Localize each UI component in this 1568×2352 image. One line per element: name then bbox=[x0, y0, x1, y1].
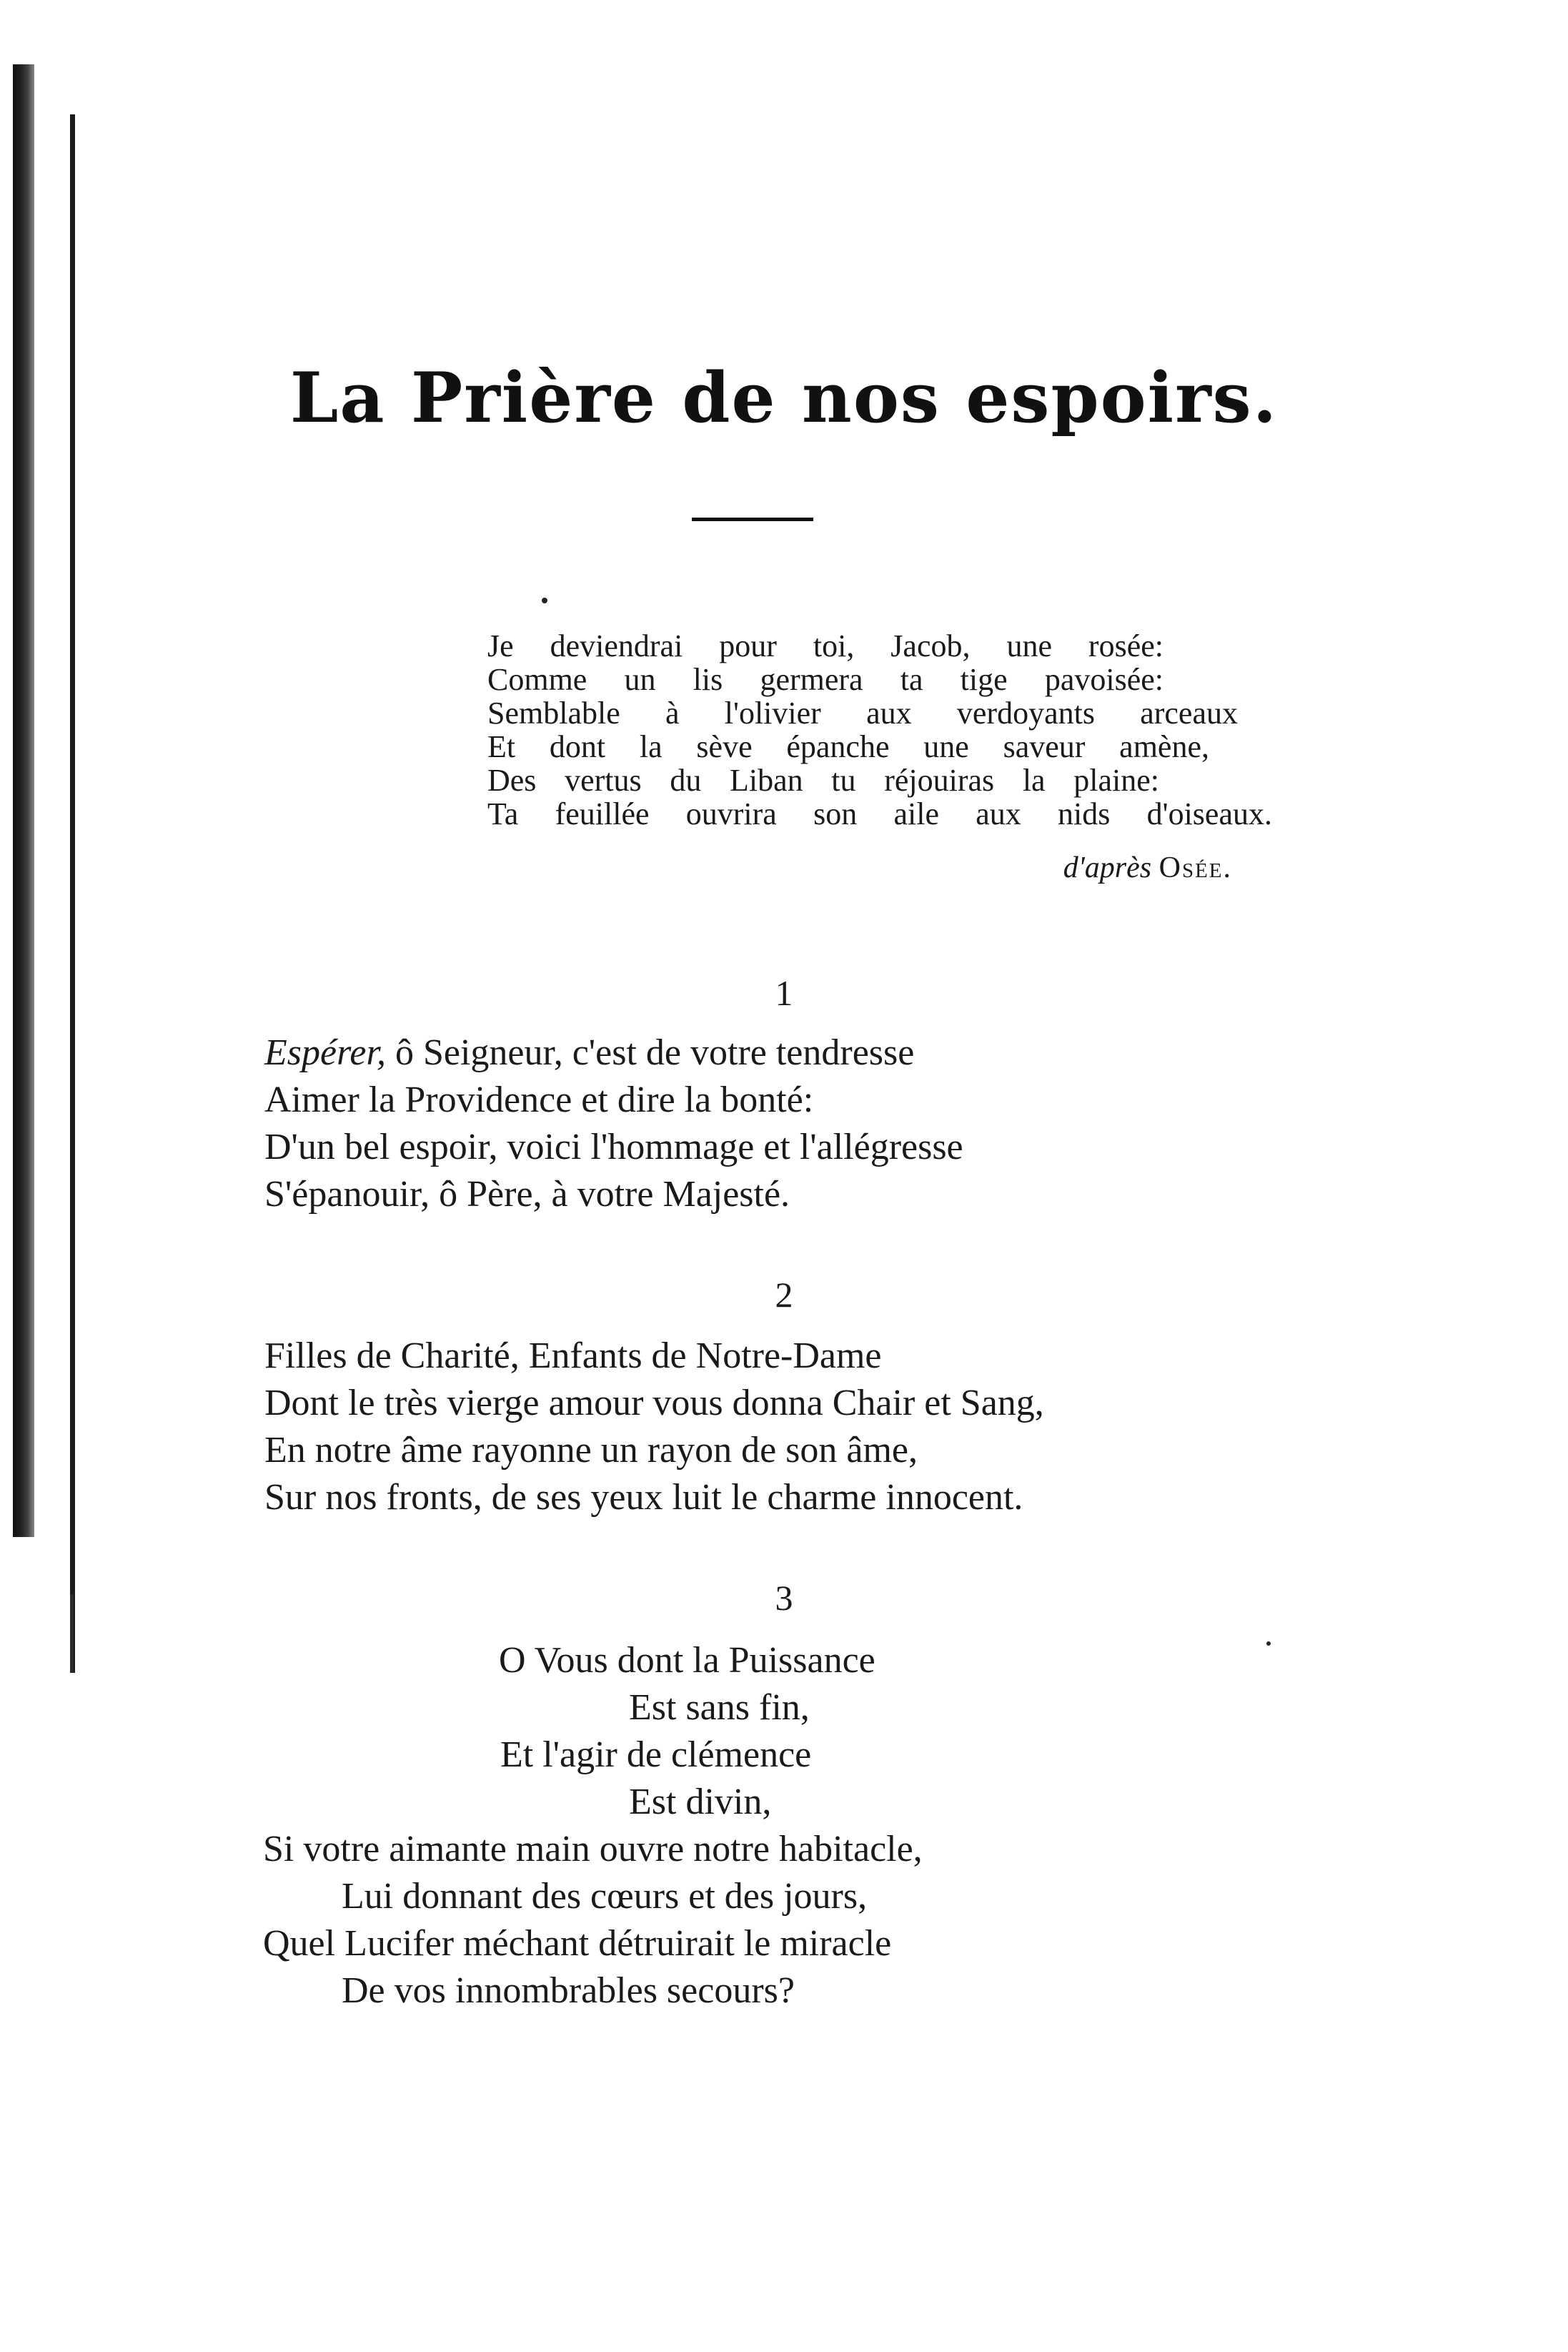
verse-line: Si votre aimante main ouvre notre habitacle, bbox=[263, 1829, 923, 1869]
stanza-1 bbox=[264, 1029, 963, 1218]
epigraph-line: Comme un lis germera ta tige pavoisée: bbox=[487, 662, 1163, 697]
verse-line: Filles de Charité, Enfants de Notre-Dame bbox=[264, 1335, 882, 1376]
verse-line: Lui donnant des cœurs et des jours, bbox=[342, 1876, 868, 1917]
stanza-number: 2 bbox=[775, 1275, 793, 1315]
verse-line: Et l'agir de clémence bbox=[500, 1734, 812, 1775]
verse-line: Aimer la Providence et dire la bonté: bbox=[264, 1079, 814, 1120]
epigraph-line: Ta feuillée ouvrira son aile aux nids d'oiseaux. bbox=[487, 796, 1272, 831]
attribution-author: Osée. bbox=[1158, 851, 1232, 884]
verse-line: S'épanouir, ô Père, à votre Majesté. bbox=[264, 1174, 790, 1215]
verse-line: Est sans fin, bbox=[629, 1687, 810, 1728]
epigraph bbox=[487, 629, 1274, 831]
page-edge-shadow bbox=[13, 64, 34, 1537]
epigraph-line: Je deviendrai pour toi, Jacob, une rosée: bbox=[487, 628, 1163, 663]
stanza-number: 1 bbox=[775, 973, 793, 1013]
verse-line: Sur nos fronts, de ses yeux luit le charme innocent. bbox=[264, 1477, 1023, 1518]
verse-text: ô Seigneur, c'est de votre tendresse bbox=[385, 1032, 915, 1073]
verse-line: De vos innombrables secours? bbox=[342, 1970, 795, 2011]
stray-dot bbox=[1266, 1641, 1271, 1646]
verse-emphasis: Espérer, bbox=[264, 1032, 386, 1073]
epigraph-line: Et dont la sève épanche une saveur amène, bbox=[487, 729, 1209, 764]
page-edge-line bbox=[70, 114, 75, 1673]
verse-line: O Vous dont la Puissance bbox=[499, 1640, 875, 1681]
epigraph-attribution bbox=[1063, 851, 1232, 885]
verse-line: D'un bel espoir, voici l'hommage et l'allégresse bbox=[264, 1127, 963, 1167]
verse-line: Est divin, bbox=[629, 1782, 772, 1822]
poem-title: La Prière de nos espoirs. bbox=[289, 357, 1279, 438]
attribution-prefix: d'après bbox=[1063, 851, 1152, 884]
verse-line: En notre âme rayonne un rayon de son âme, bbox=[264, 1430, 918, 1471]
epigraph-line: Semblable à l'olivier aux verdoyants arceaux bbox=[487, 696, 1238, 731]
verse-line: Dont le très vierge amour vous donna Chair et Sang, bbox=[264, 1383, 1044, 1423]
stray-dot bbox=[542, 598, 547, 603]
verse-line bbox=[264, 1029, 963, 1077]
stanza-2 bbox=[264, 1333, 1044, 1521]
verse-line: Quel Lucifer méchant détruirait le miracle bbox=[263, 1923, 892, 1964]
title-divider bbox=[692, 518, 813, 521]
stanza-number: 3 bbox=[775, 1578, 793, 1618]
epigraph-line: Des vertus du Liban tu réjouiras la plaine: bbox=[487, 763, 1159, 798]
